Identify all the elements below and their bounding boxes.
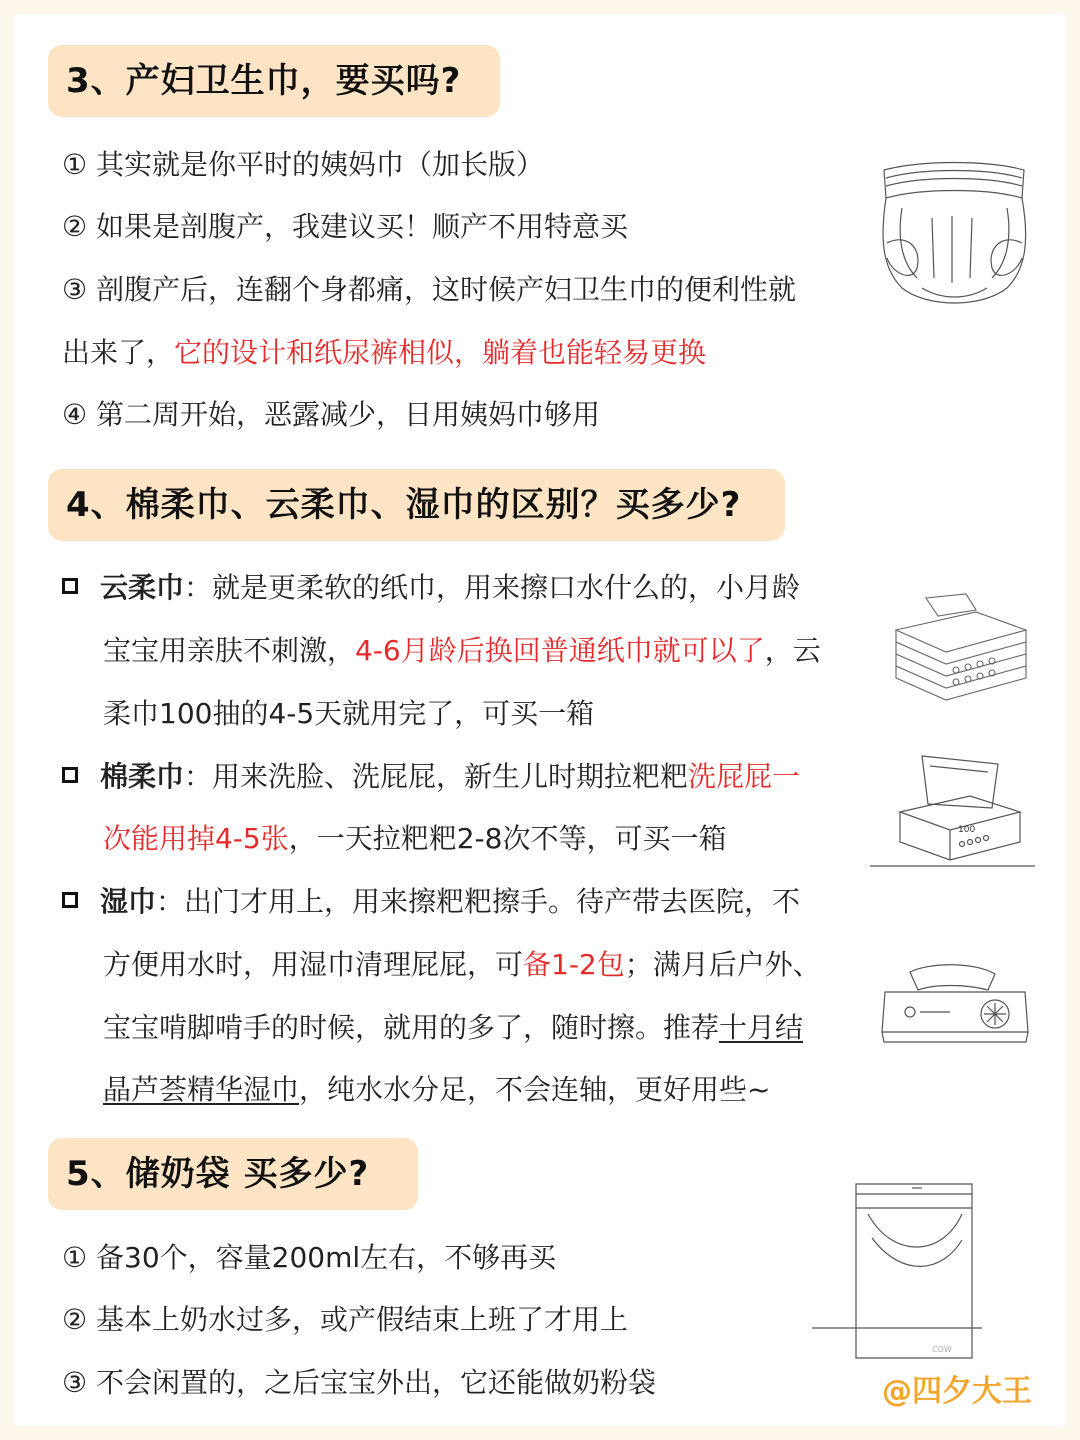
mian-highlight-1: 洗屁屁一 bbox=[688, 760, 801, 793]
shi-line-3 bbox=[103, 1008, 803, 1048]
section3-line-4-text: 出来了， bbox=[62, 336, 175, 369]
yun-text-1: ：就是更柔软的纸巾，用来擦口水什么的，小月龄 bbox=[184, 571, 801, 604]
shi-text-3a: 宝宝啃脚啃手的时候，就用的多了，随时擦。推荐 bbox=[103, 1011, 720, 1044]
checkbox-square-icon bbox=[62, 578, 78, 594]
milk-bag-label: COW bbox=[932, 1345, 952, 1354]
tissue-box-label: 100 bbox=[958, 825, 976, 835]
section5-line-3: ③ 不会闲置的，之后宝宝外出，它还能做奶粉袋 bbox=[62, 1366, 657, 1399]
shi-line-1 bbox=[62, 882, 800, 922]
mian-highlight-2: 次能用掉4-5张 bbox=[103, 822, 289, 855]
shi-text-2a: 方便用水时，用湿巾清理屁屁，可 bbox=[103, 948, 524, 981]
yun-title: 云柔巾 bbox=[100, 571, 185, 604]
mian-line-1 bbox=[62, 757, 800, 797]
shi-highlight: 备1-2包 bbox=[523, 948, 625, 981]
yun-line-3: 柔巾100抽的4-5天就用完了，可买一箱 bbox=[103, 697, 595, 730]
mian-title: 棉柔巾 bbox=[100, 760, 185, 793]
shi-line-4 bbox=[103, 1070, 770, 1110]
section5-heading: 5、储奶袋 买多少? bbox=[48, 1138, 418, 1210]
mian-line-2 bbox=[103, 819, 726, 859]
wet-wipes-illustration bbox=[880, 962, 1030, 1047]
shi-text-1: ：出门才用上，用来擦粑粑擦手。待产带去医院，不 bbox=[156, 885, 801, 918]
shi-line-2 bbox=[103, 945, 821, 985]
mian-text-2b: ，一天拉粑粑2-8次不等，可买一箱 bbox=[288, 822, 727, 855]
yun-text-2c: ，云 bbox=[764, 634, 821, 667]
mian-text-1a: ：用来洗脸、洗屁屁，新生儿时期拉粑粑 bbox=[184, 760, 689, 793]
section3-line-4 bbox=[62, 333, 706, 373]
milk-storage-bag-illustration bbox=[812, 1178, 982, 1368]
section5-line-1: ① 备30个，容量200ml左右，不够再买 bbox=[62, 1241, 557, 1274]
yun-line-1 bbox=[62, 568, 800, 608]
yun-highlight: 4-6月龄后换回普通纸巾就可以了 bbox=[355, 634, 765, 667]
product-name-part-1: 十月结 bbox=[719, 1011, 804, 1044]
shi-text-2c: ；满月后户外、 bbox=[624, 948, 821, 981]
yun-line-2 bbox=[103, 631, 821, 671]
section3-heading: 3、产妇卫生巾，要买吗? bbox=[48, 45, 500, 117]
checkbox-square-icon bbox=[62, 767, 78, 783]
product-name-part-2: 晶芦荟精华湿巾 bbox=[103, 1073, 300, 1106]
section3-line-1: ① 其实就是你平时的姨妈巾（加长版） bbox=[62, 148, 545, 181]
tissue-box-illustration bbox=[870, 752, 1035, 872]
shi-text-4b: ，纯水水分足，不会连轴，更好用些~ bbox=[299, 1073, 771, 1106]
checkbox-square-icon bbox=[62, 892, 78, 908]
section3-highlight: 它的设计和纸尿裤相似，躺着也能轻易更换 bbox=[174, 336, 707, 369]
section5-line-2: ② 基本上奶水过多，或产假结束上班了才用上 bbox=[62, 1303, 629, 1336]
tissue-stack-illustration bbox=[886, 590, 1036, 710]
section3-line-5: ④ 第二周开始，恶露减少，日用姨妈巾够用 bbox=[62, 398, 601, 431]
section3-line-3: ③ 剖腹产后，连翻个身都痛，这时候产妇卫生巾的便利性就 bbox=[62, 273, 797, 306]
author-watermark: @四夕大王 bbox=[882, 1374, 1032, 1409]
yun-text-2a: 宝宝用亲肤不刺激， bbox=[103, 634, 356, 667]
shi-title: 湿巾 bbox=[100, 885, 157, 918]
section4-heading: 4、棉柔巾、云柔巾、湿巾的区别？买多少? bbox=[48, 469, 785, 541]
section3-line-2: ② 如果是剖腹产，我建议买！顺产不用特意买 bbox=[62, 210, 629, 243]
maternity-pants-illustration bbox=[872, 158, 1037, 313]
